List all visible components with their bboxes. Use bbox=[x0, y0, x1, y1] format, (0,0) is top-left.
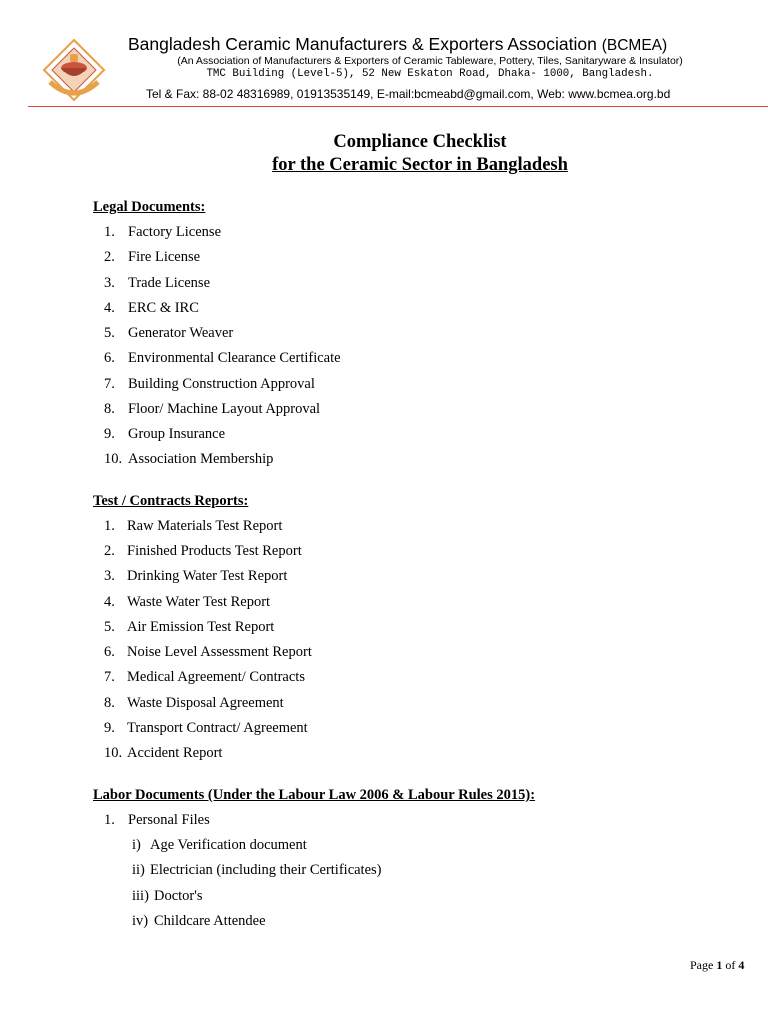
document-subtitle: for the Ceramic Sector in Bangladesh bbox=[272, 155, 568, 175]
bcmea-logo-icon bbox=[42, 38, 106, 102]
document-title: Compliance Checklist bbox=[333, 132, 507, 152]
header-divider bbox=[28, 106, 768, 107]
page-number: Page 1 of 4 bbox=[690, 958, 745, 972]
section-heading-labor: Labor Documents (Under the Labour Law 2006 & Labour Rules 2015): bbox=[93, 787, 536, 803]
org-contact: Tel & Fax: 88-02 48316989, 01913535149, E-mail:bcmeabd@gmail.com, Web: www.bcmea.org.bd bbox=[146, 87, 671, 101]
org-name: Bangladesh Ceramic Manufacturers & Exporters Association (BCMEA) bbox=[128, 34, 668, 54]
org-subtitle: (An Association of Manufacturers & Exporters of Ceramic Tableware, Pottery, Tiles, Sanitaryware & Insulator) bbox=[177, 55, 683, 67]
org-address: TMC Building (Level-5), 52 New Eskaton Road, Dhaka- 1000, Bangladesh. bbox=[206, 68, 654, 80]
letterhead bbox=[0, 0, 768, 108]
section-heading-tests: Test / Contracts Reports: bbox=[93, 493, 249, 509]
section-heading-legal: Legal Documents: bbox=[93, 199, 206, 215]
